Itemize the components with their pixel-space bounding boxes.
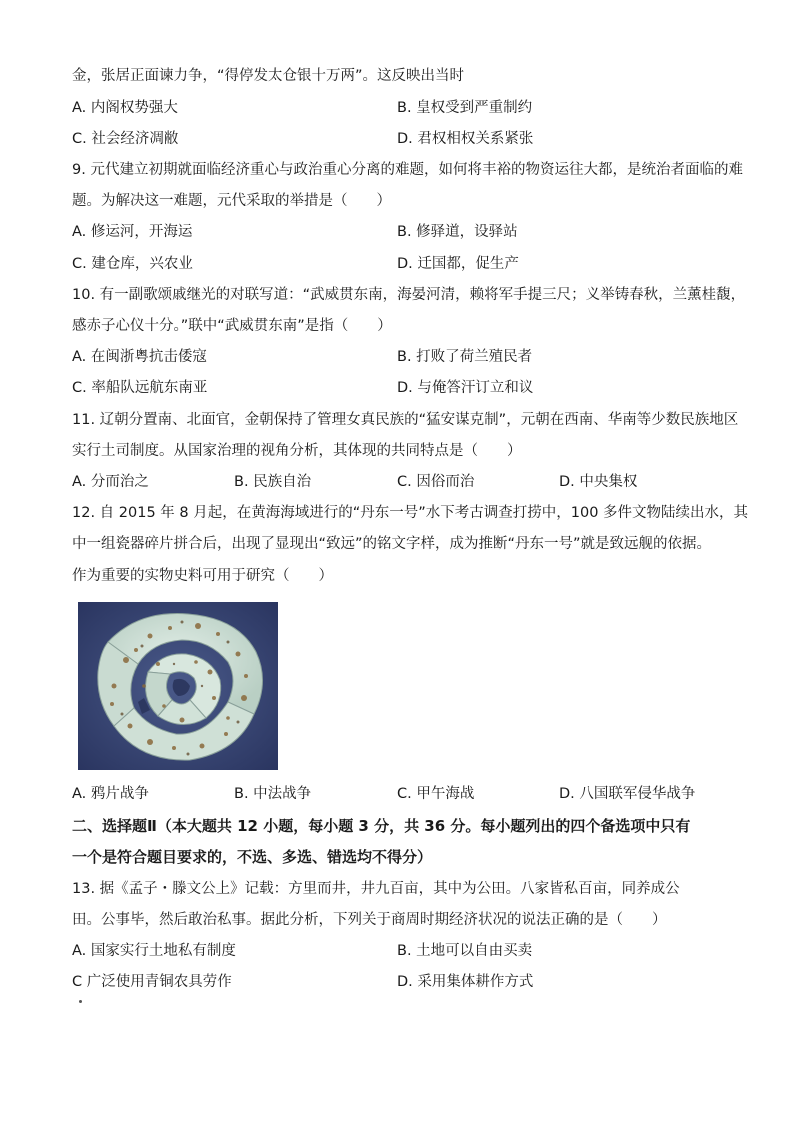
q10-stem-line2: 感赤子心仪十分。”联中“武威贯东南”是指（ ） — [72, 318, 392, 334]
q13-option-c: C 广泛使用青铜农具劳作 — [72, 974, 232, 990]
q11-option-b: B. 民族自治 — [234, 474, 312, 490]
q9-stem-line1: 9. 元代建立初期就面临经济重心与政治重心分离的难题，如何将丰裕的物资运往大都，是统治者面临的难 — [72, 162, 743, 178]
q10-option-a: A. 在闽浙粤抗击倭寇 — [72, 349, 207, 365]
q10-option-d: D. 与俺答汗订立和议 — [397, 380, 534, 396]
q13-option-a: A. 国家实行土地私有制度 — [72, 943, 236, 959]
q9-stem-line2: 题。为解决这一难题，元代采取的举措是（ ） — [72, 193, 391, 209]
q12-stem-line2: 中一组瓷器碎片拼合后，出现了显现出“致远”的铭文字样，成为推断“丹东一号”就是致远舰的依据。 — [72, 536, 712, 552]
q9-option-c: C. 建仓库，兴农业 — [72, 256, 193, 272]
section-heading-line2: 一个是符合题目要求的，不选、多选、错选均不得分） — [72, 848, 433, 866]
q13-option-b: B. 土地可以自由买卖 — [397, 943, 533, 959]
q13-option-d: D. 采用集体耕作方式 — [397, 974, 534, 990]
q11-stem-line1: 11. 辽朝分置南、北面官，金朝保持了管理女真民族的“猛安谋克制”，元朝在西南、华南等少数民族地区 — [72, 412, 739, 428]
q12-option-d: D. 八国联军侵华战争 — [559, 786, 696, 802]
q10-option-c: C. 率船队远航东南亚 — [72, 380, 208, 396]
stray-mark — [79, 1000, 82, 1003]
q8-option-d: D. 君权相权关系紧张 — [397, 131, 534, 147]
q8-stem-tail: 金，张居正面谏力争，“得停发太仓银十万两”。这反映出当时 — [72, 68, 465, 84]
q10-stem-line1: 10. 有一副歌颂戚继光的对联写道：“武威贯东南，海晏河清，赖将军手提三尺；义举铸春秋，兰薰桂馥， — [72, 287, 746, 303]
q9-option-a: A. 修运河，开海运 — [72, 224, 193, 240]
q8-option-c: C. 社会经济凋敝 — [72, 131, 179, 147]
q8-option-a: A. 内阁权势强大 — [72, 100, 178, 116]
q12-option-b: B. 中法战争 — [234, 786, 312, 802]
q13-stem-line1: 13. 据《孟子・滕文公上》记载：方里而井，井九百亩，其中为公田。八家皆私百亩，同养成公 — [72, 881, 680, 897]
q13-stem-line2: 田。公事毕，然后敢治私事。据此分析，下列关于商周时期经济状况的说法正确的是（ ） — [72, 912, 667, 928]
section-heading-line1: 二、选择题Ⅱ（本大题共 12 小题，每小题 3 分，共 36 分。每小题列出的四个备选项中只有 — [72, 817, 691, 835]
q12-option-c: C. 甲午海战 — [397, 786, 475, 802]
q11-option-d: D. 中央集权 — [559, 474, 638, 490]
q11-stem-line2: 实行土司制度。从国家治理的视角分析，其体现的共同特点是（ ） — [72, 443, 522, 459]
q9-option-b: B. 修驿道，设驿站 — [397, 224, 518, 240]
q12-option-a: A. 鸦片战争 — [72, 786, 149, 802]
porcelain-fragments-photo — [78, 602, 278, 770]
q8-option-b: B. 皇权受到严重制约 — [397, 100, 533, 116]
q10-option-b: B. 打败了荷兰殖民者 — [397, 349, 533, 365]
q12-stem-line3: 作为重要的实物史料可用于研究（ ） — [72, 568, 333, 584]
q12-stem-line1: 12. 自 2015 年 8 月起，在黄海海域进行的“丹东一号”水下考古调查打捞中，100 多件文物陆续出水，其 — [72, 505, 749, 521]
q9-option-d: D. 迁国都，促生产 — [397, 256, 519, 272]
q11-option-a: A. 分而治之 — [72, 474, 149, 490]
q11-option-c: C. 因俗而治 — [397, 474, 475, 490]
